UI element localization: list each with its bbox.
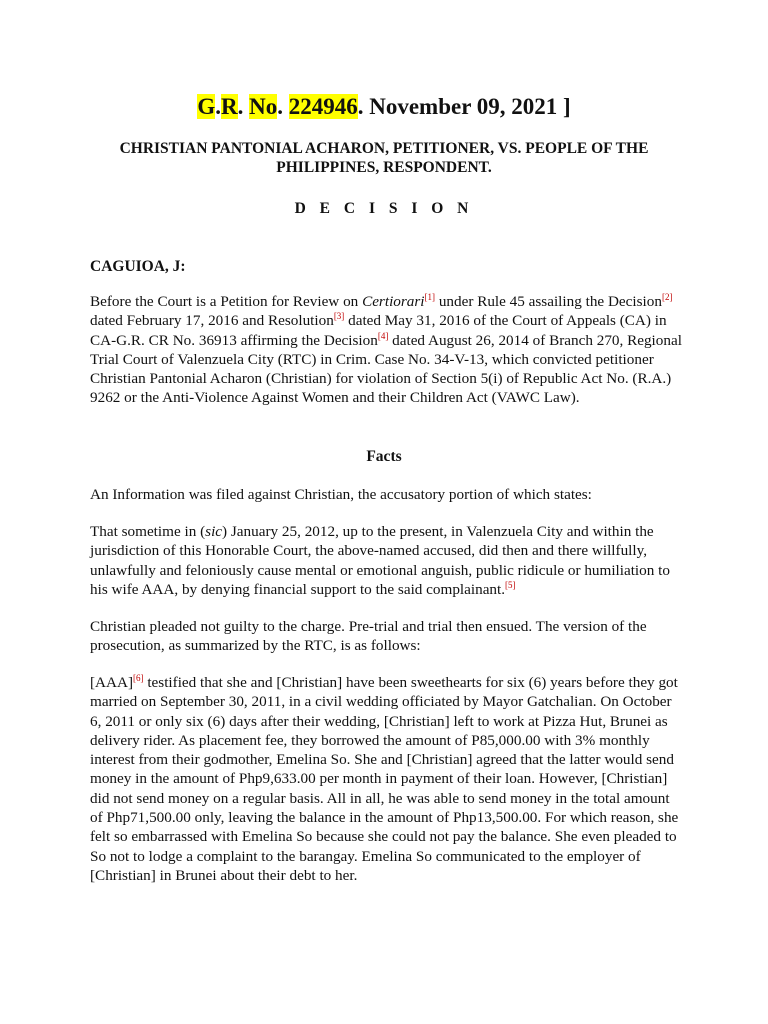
footnote-2-link[interactable]: [2] xyxy=(661,291,673,302)
case-date: . November 09, 2021 ] xyxy=(357,94,571,119)
p1-text-e: dated August 26, 2014 of Branch 270, Regional Trial Court of Valenzuela City (RTC) in Crim. Case No. 34-V-13, which convicted petitioner Christian Pantonial Acharon (Christian) for violation of Section 5(i) of Republic Act No. (R.A.) 9262 or the Anti-Violence Against Women and their Children Act (VAWC Law). xyxy=(90,331,682,407)
p1-text-c: dated February 17, 2016 and Resolution xyxy=(90,312,334,330)
footnote-5-link[interactable]: [5] xyxy=(505,579,516,590)
plea-paragraph: Christian pleaded not guilty to the charge. Pre-trial and trial then ensued. The version of the prosecution, as summarized by the RTC, is as follows: xyxy=(90,618,647,655)
p3-text-b: ) January 25, 2012, up to the present, in Valenzuela City and within the jurisdiction of this Honorable Court, the above-named accused, did then and there willfully, unlawfully and feloniously cause mental or emotional anguish, public ridicule or humiliation to his wife AAA, by denying financial support to the said complainant. xyxy=(90,523,670,598)
intro-paragraph xyxy=(90,292,682,408)
p5-text-b: testified that she and [Christian] have been sweethearts for six (6) years before they got married on September 30, 2011, in a civil wedding officiated by Mayor Gatchalian. On October 6, 2011 or only six (6) days after their wedding, [Christian] left to work at Pizza Hut, Brunei as delivery rider. As placement fee, they borrowed the amount of P85,000.00 with 3% monthly interest from their godmother, Emelina So. She and [Christian] agreed that the latter would send money in the amount of Php9,633.00 per month in payment of their loan. However, [Christian] did not send money on a regular basis. All in all, he was able to send money in the total amount of Php71,500.00 only, leaving the balance in the amount of Php13,500.00. For which reason, she felt so embarrassed with Emelina So because she could not pay the balance. She even pleaded to So not to lodge a complaint to the barangay. Emelina So communicated to the employer of [Christian] in Brunei about their debt to her. xyxy=(90,674,679,884)
footnote-6-link[interactable]: [6] xyxy=(133,672,144,683)
p1-text-b: under Rule 45 assailing the Decision xyxy=(435,293,662,310)
title-dot-3: . xyxy=(277,94,289,119)
accusatory-paragraph xyxy=(90,522,682,599)
p3-text-a: That sometime in ( xyxy=(90,523,206,540)
highlight-g: G xyxy=(197,94,216,119)
ponente: CAGUIOA, J: xyxy=(90,258,186,275)
case-title xyxy=(0,92,768,122)
case-parties: CHRISTIAN PANTONIAL ACHARON, PETITIONER, VS. PEOPLE OF THE PHILIPPINES, RESPONDENT. xyxy=(119,140,649,176)
footnote-1-link[interactable]: [1] xyxy=(424,291,436,302)
title-dot-1: . xyxy=(215,94,221,119)
footnote-4-link[interactable]: [4] xyxy=(377,330,389,341)
highlight-no: No xyxy=(249,94,278,119)
highlight-case-number: 224946 xyxy=(288,94,358,119)
highlight-r: R xyxy=(220,94,238,119)
p1-text-d: dated May 31, 2016 of the Court of Appeals (CA) in CA-G.R. CR No. 36913 affirming the Decision xyxy=(90,312,667,349)
testimony-paragraph xyxy=(90,673,682,885)
sic-italic: sic xyxy=(205,523,223,540)
p1-text-a: Before the Court is a Petition for Review on xyxy=(90,293,363,310)
footnote-3-link[interactable]: [3] xyxy=(333,311,345,322)
information-paragraph: An Information was filed against Christian, the accusatory portion of which states: xyxy=(90,486,592,503)
decision-heading: D E C I S I O N xyxy=(294,200,474,217)
p5-text-a: [AAA] xyxy=(90,674,134,691)
certiorari-italic: Certiorari xyxy=(362,293,425,310)
title-dot-2: . xyxy=(237,94,250,119)
facts-heading: Facts xyxy=(366,448,402,465)
